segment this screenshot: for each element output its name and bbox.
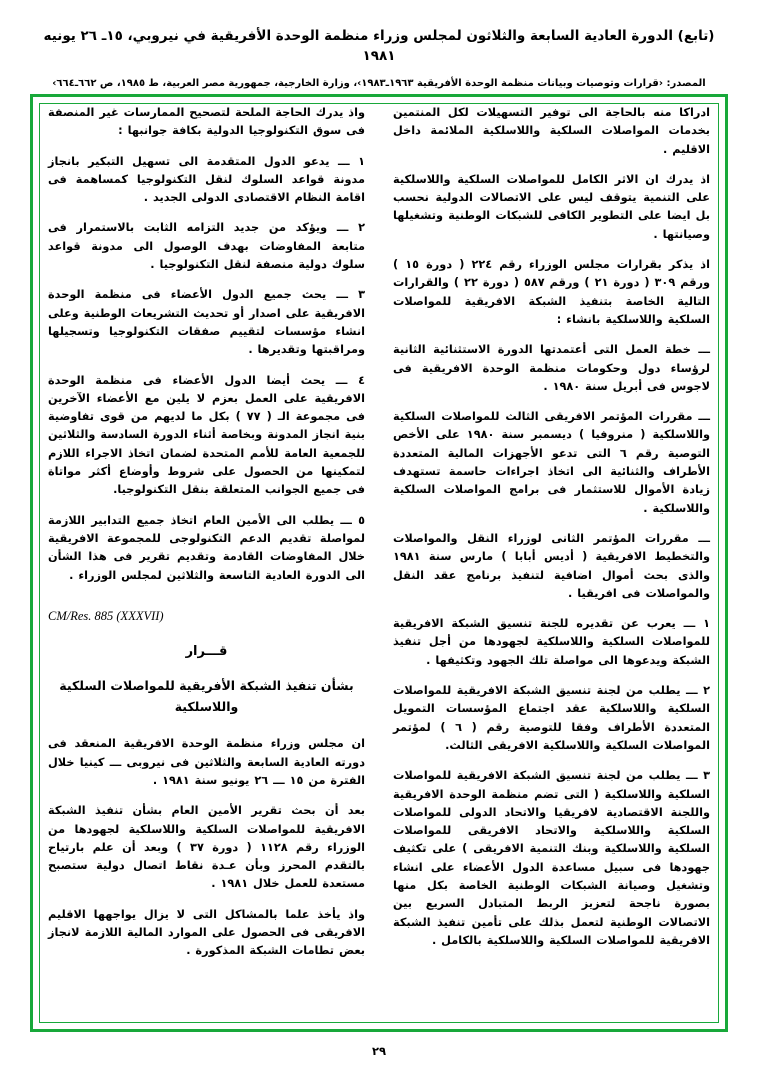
left-column: [48, 104, 365, 1026]
resolution-id: CM/Res. 885 (XXXVII): [48, 608, 164, 623]
page-title: (تابع) الدورة العادية السابعة والثلاثون لمجلس وزراء منظمة الوحدة الأفريقية في نيروبي، ١٥ـ ٢٦ يونيه ١٩٨١: [43, 28, 715, 65]
paragraph: اذ يذكر بقرارات مجلس الوزراء رقم ٢٢٤ ( دورة ١٥ ) ورقم ٣٠٩ ( دورة ٢١ ) ورقم ٥٨٧ ( دورة ٢٢ ) والقرارات التالية الخاصة بتنفيذ الشبكة الافريقية للمواصلات السلكية واللاسلكية بانشاء :: [393, 258, 710, 326]
paragraph: ٢ ـــ يطلب من لجنة تنسيق الشبكة الافريقية للمواصلات السلكية واللاسلكية عقد اجتماع المؤسسات التمويل المتعددة الأطراف وفقا للتوصية رقم ( ٦ ) لمؤتمر المواصلات السلكية واللاسلكية الافريقى الثالث.: [393, 684, 710, 752]
paragraph: ٤ ـــ يحث أيضا الدول الأعضاء فى منظمة الوحدة الافريقية على العمل بعزم لا يلين مع الأعضاء الآخرين فى مجموعة الـ ( ٧٧ ) بكل ما لديهم من قوى تفاوضية بنية انجاز المدونة وبخاصة أثناء الدورة السادسة والثلاثين للجمعية العامة للأمم المتحدة لضمان اتخاذ الاجراء اللازم لتمكينها من الحصول على شروط وأوضاع أكثر مواتاة فى جميع الجوانب المتعلقة بنقل التكنولوجيا.: [48, 373, 365, 497]
paragraph: اذ يدرك ان الاثر الكامل للمواصلات السلكية واللاسلكية على التنمية يتوقف ليس على الاتصالات الدولية نحسب بل ايضا على التطوير الكافى للشبكات الوطنية وتشغيلها وصيانتها .: [393, 172, 710, 241]
right-column: [393, 104, 710, 1026]
paragraph: ٢ ـــ ويؤكد من جديد التزامه الثابت بالاستمرار فى متابعة المفاوضات بهدف الوصول الى مدونة قواعد سلوك دولية منصفة لنقل التكنولوجيا .: [48, 221, 365, 272]
paragraph: ان مجلس وزراء منظمة الوحدة الافريقية المنعقد فى دورته العادية السابعة والثلاثين فى نيروبى ـــ كينيا خلال الفترة من ١٥ ـــ ٢٦ يونيو سنة ١٩٨١ .: [48, 737, 365, 787]
two-column-body: [48, 104, 710, 1026]
paragraph: ١ ـــ يدعو الدول المتقدمة الى تسهيل التبكير بانجاز مدونة قواعد السلوك لنقل التكنولوجيا كمساهمة فى اقامة النظام الاقتصادى الدولى الجديد .: [48, 154, 365, 205]
paragraph: ـــ مقررات المؤتمر الثانى لوزراء النقل والمواصلات والتخطيط الافريقية ( أديس أبابا ) مارس سنة ١٩٨١ والذى بحث أموال اضافية لتنفيذ برنامج عقد النقل والمواصلات فى افريقيا .: [393, 531, 710, 600]
paragraph: واذ يأخذ علما بالمشاكل التى لا يزال يواجهها الاقليم الافريقى فى الحصول على الموارد المالية اللازمة لانجاز بعض تطامات الشبكة المذكورة .: [48, 907, 365, 958]
paragraph: ٥ ـــ يطلب الى الأمين العام اتخاذ جميع التدابير اللازمة لمواصلة تقديم الدعم التكنولوجى للمجموعة الافريقية خلال المفاوضات القادمة وتقديم تقرير فى هذا الشأن الى الدورة العادية التاسعة والثلاثين لمجلس الوزراء .: [48, 513, 365, 582]
paragraph: بعد أن بحث تقرير الأمين العام بشأن تنفيذ الشبكة الافريقية للمواصلات السلكية واللاسلكية لجهودها من الوزراء رقم ١١٢٨ ( دورة ٣٧ ) وبعد أن علم بارتياح بالتقدم المحرز وبأن عـدة نقاط اتصال دولية ستصبح مستعدة للعمل خلال ١٩٨١ .: [48, 804, 365, 891]
page-number: ٢٩: [371, 1044, 387, 1058]
resolution-heading: قـــرار: [185, 643, 228, 659]
paragraph: ٣ ـــ يطلب من لجنة تنسيق الشبكة الافريقية للمواصلات السلكية واللاسلكية ( التى تضم منظمة الوحدة الافريقية واللجنة الاقتصادية لافريقيا والاتحاد الدولى للمواصلات السلكية واللاسلكية والاتحاد الافريقى للمواصلات السلكية واللاسلكية وبنك التنمية الافريقى ) على تكثيف جهودها فى سبيل مساعدة الدول الأعضاء على انشاء وتشغيل وصيانة الشبكات الوطنية الخاصة بكل منها بصورة ناجحة لتعزيز الربط المتبادل السريع بين الاتصالات الوطنية لتعمل بذلك على تأمين تنفيذ الشبكة الافريقية للمواصلات السلكية واللاسلكية بالكامل .: [393, 769, 710, 947]
resolution-subject: بشأن تنفيذ الشبكة الأفريقية للمواصلات السلكية واللاسلكية: [59, 677, 354, 715]
paragraph: ١ ـــ يعرب عن تقديره للجنة تنسيق الشبكة الافريقية للمواصلات السلكية واللاسلكية لجهودها من أجل تنفيذ الشبكة ويدعوها الى مواصلة تلك الجهود وتكثيفها .: [393, 617, 710, 667]
paragraph: ٣ ـــ يحث جميع الدول الأعضاء فى منظمة الوحدة الافريقية على اصدار أو تحديث التشريعات الوطنية وعلى انشاء مؤسسات لتقييم صفقات التكنولوجيا وتسجيلها ومراقبتها وتقديرها .: [48, 288, 365, 357]
paragraph: ـــ خطة العمل التى أعتمدتها الدورة الاستثنائية الثانية لرؤساء دول وحكومات منظمة الوحدة الافريقية فى لاجوس فى أبريل سنة ١٩٨٠ .: [393, 343, 710, 393]
source-note: المصدر: ‹قرارات وتوصيات وبيانات منظمة الوحدة الأفريقية ١٩٦٣ـ١٩٨٣›، وزارة الخارجية، جمهورية مصر العربية، ط ١٩٨٥، ص ٦٦٢ـ٦٦٤›: [52, 77, 706, 89]
paragraph: ـــ مقررات المؤتمر الافريقى الثالث للمواصلات السلكية واللاسلكية ( منروفيا ) ديسمبر سنة ١٩٨٠ على الأخص التوصية رقم ٦ التى تدعو الأجهزات المالية المتعددة الأطراف والثنائية الى اتخاذ اجراءات حاسمة تستهدف زيادة الأموال للاستثمار فى برامج المواصلات السلكية واللاسلكية .: [393, 410, 711, 515]
paragraph: واذ يدرك الحاجة الملحة لتصحيح الممارسات غير المنصفة فى سوق التكنولوجيا الدولية بكافة جوانبها :: [48, 106, 365, 138]
paragraph: ادراكا منه بالحاجة الى توفير التسهيلات لكل المنتمين بخدمات المواصلات السلكية واللاسلكية الملائمة داخل الاقليم .: [393, 106, 710, 156]
